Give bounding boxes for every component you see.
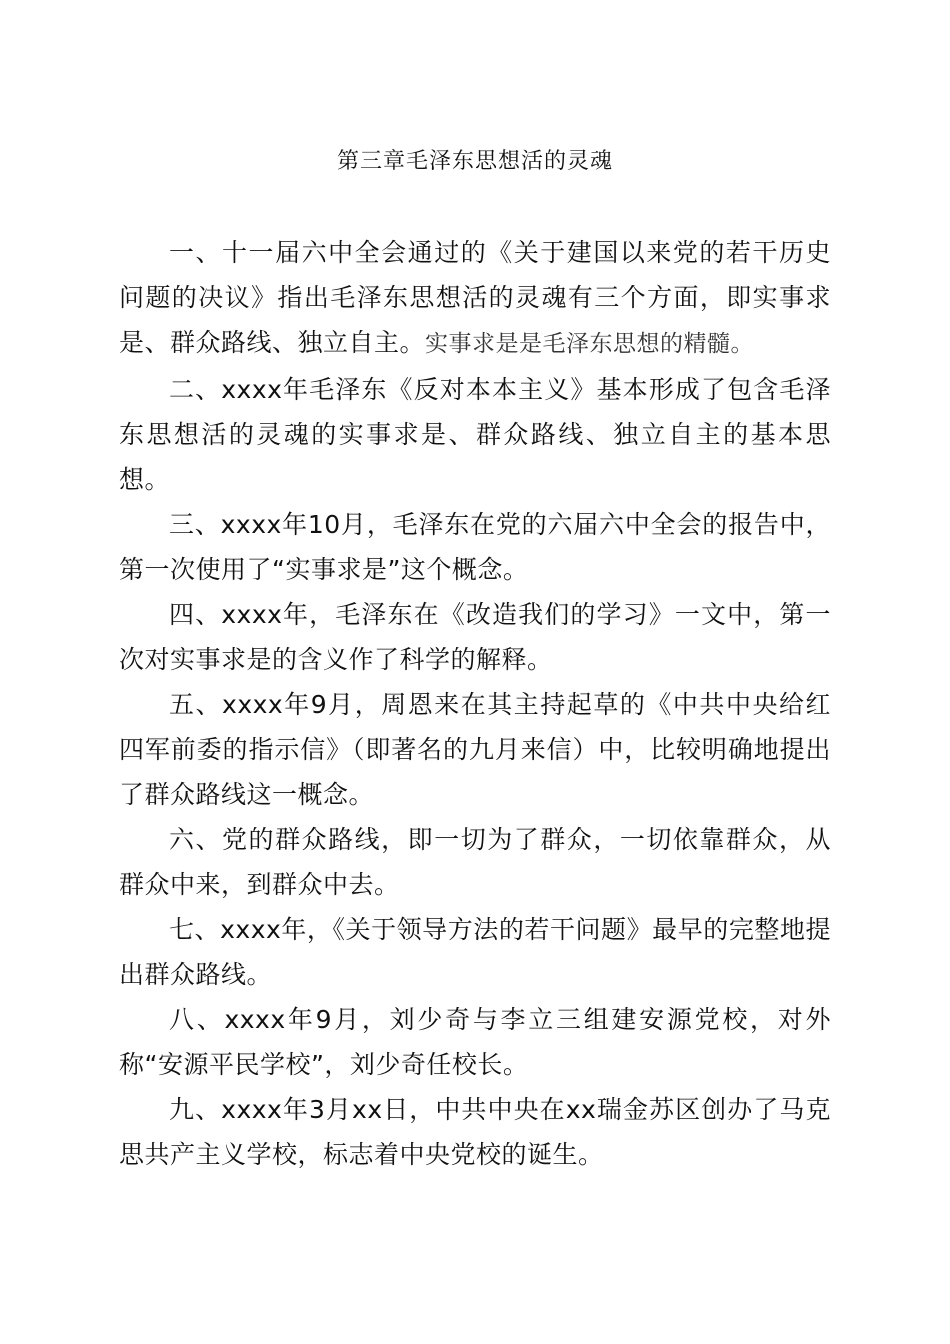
paragraph-1-text: 一、十一届六中全会通过的《关于建国以来党的若干历史问题的决议》指出毛泽东思想活的灵魂有三个方面，即实事求是、群众路线、独立自主。 — [119, 238, 831, 357]
page-title: 第三章毛泽东思想活的灵魂 — [336, 149, 613, 174]
document-body — [119, 230, 831, 1177]
paragraph-9: 九、xxxx年3月xx日，中共中央在xx瑞金苏区创办了马克思共产主义学校，标志着中央党校的诞生。 — [119, 1095, 831, 1169]
paragraph-3: 三、xxxx年10月，毛泽东在党的六届六中全会的报告中，第一次使用了“实事求是”这个概念。 — [119, 510, 831, 584]
paragraph-6: 六、党的群众路线，即一切为了群众，一切依靠群众，从群众中来，到群众中去。 — [119, 825, 831, 899]
paragraph-7: 七、xxxx年，《关于领导方法的若干问题》最早的完整地提出群众路线。 — [119, 915, 831, 989]
paragraph-2: 二、xxxx年毛泽东《反对本本主义》基本形成了包含毛泽东思想活的灵魂的实事求是、群众路线、独立自主的基本思想。 — [119, 375, 831, 494]
paragraph-8: 八、xxxx年9月，刘少奇与李立三组建安源党校，对外称“安源平民学校”，刘少奇任校长。 — [119, 1005, 831, 1079]
paragraph-5: 五、xxxx年9月，周恩来在其主持起草的《中共中央给红四军前委的指示信》（即著名的九月来信）中，比较明确地提出了群众路线这一概念。 — [119, 690, 831, 809]
paragraph-1-tail: 实事求是是毛泽东思想的精髓。 — [425, 331, 755, 357]
paragraph-4: 四、xxxx年，毛泽东在《改造我们的学习》一文中，第一次对实事求是的含义作了科学的解释。 — [119, 600, 831, 674]
paragraph-1 — [119, 230, 831, 367]
